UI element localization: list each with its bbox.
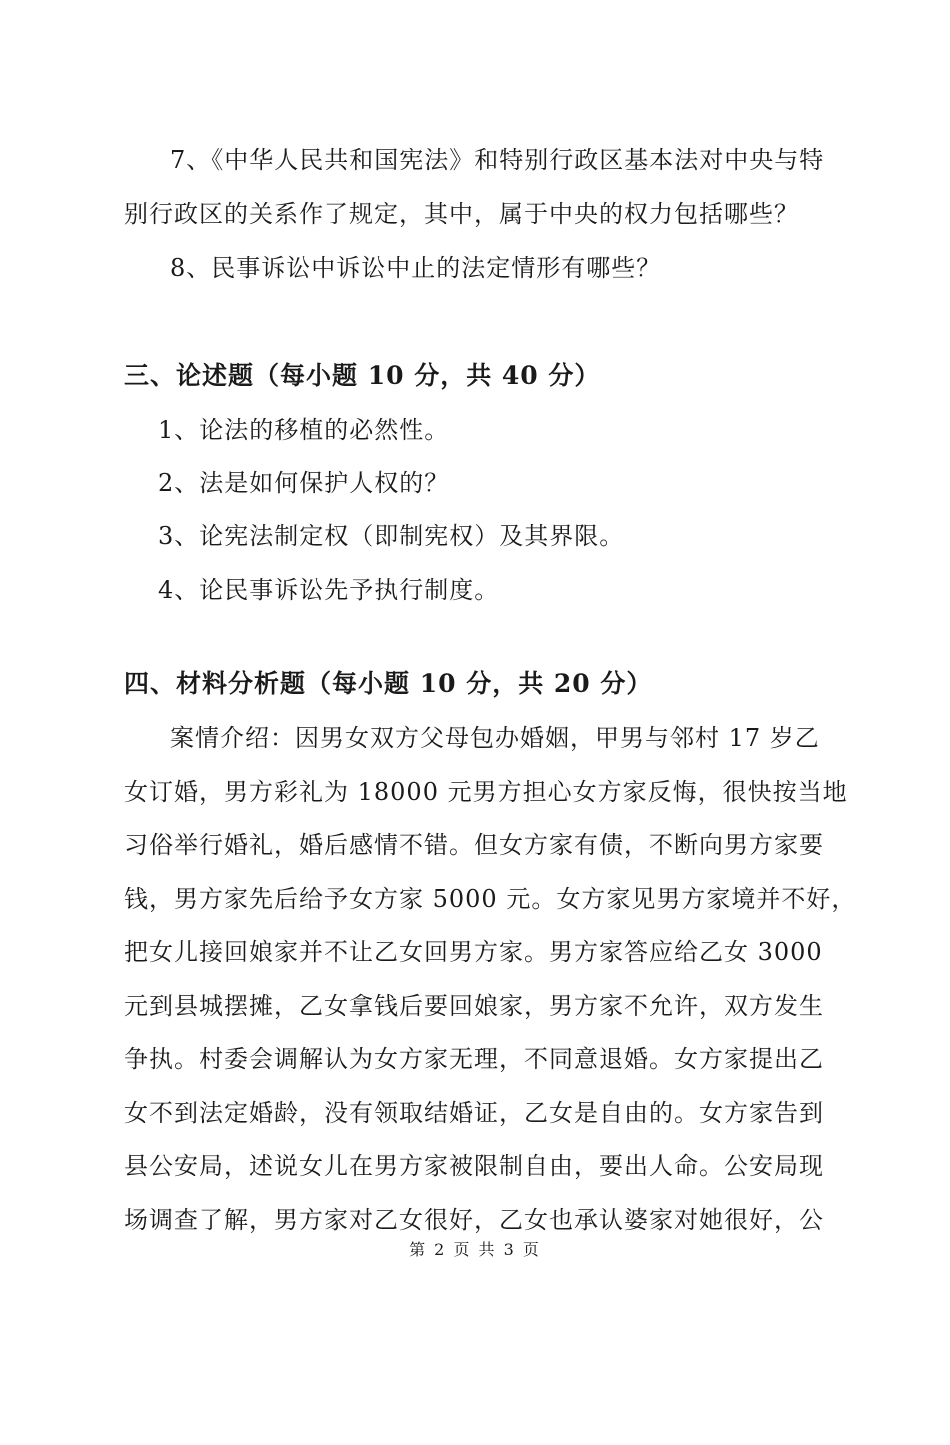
question-7-line-2: 别行政区的关系作了规定，其中，属于中央的权力包括哪些？ [124,200,799,228]
case-line-8: 女不到法定婚龄，没有领取结婚证，乙女是自由的。女方家告到 [124,1099,824,1127]
case-line-10: 场调查了解，男方家对乙女很好，乙女也承认婆家对她很好，公 [124,1206,824,1234]
page-number-footer: 第 2 页 共 3 页 [409,1240,541,1259]
essay-question-3: 3、论宪法制定权（即制宪权）及其界限。 [158,522,625,550]
case-line-6: 元到县城摆摊，乙女拿钱后要回娘家，男方家不允许，双方发生 [124,992,824,1020]
section-4-heading: 四、材料分析题（每小题 10 分，共 20 分） [124,669,653,698]
essay-question-4: 4、论民事诉讼先予执行制度。 [158,576,500,604]
case-line-3: 习俗举行婚礼，婚后感情不错。但女方家有债，不断向男方家要 [124,831,824,859]
question-8: 8、民事诉讼中诉讼中止的法定情形有哪些？ [170,254,662,282]
section-3-heading: 三、论述题（每小题 10 分，共 40 分） [124,361,601,390]
case-line-5: 把女儿接回娘家并不让乙女回男方家。男方家答应给乙女 3000 [124,938,823,966]
case-line-4: 钱，男方家先后给予女方家 5000 元。女方家见男方家境并不好， [124,885,857,913]
case-line-9: 县公安局，述说女儿在男方家被限制自由，要出人命。公安局现 [124,1152,824,1180]
case-line-7: 争执。村委会调解认为女方家无理，不同意退婚。女方家提出乙 [124,1045,824,1073]
essay-question-1: 1、论法的移植的必然性。 [158,416,450,444]
case-line-1: 案情介绍：因男女双方父母包办婚姻，甲男与邻村 17 岁乙 [170,724,820,752]
question-7-line-1: 7、《中华人民共和国宪法》和特别行政区基本法对中央与特 [170,146,825,174]
essay-question-2: 2、法是如何保护人权的？ [158,469,450,497]
case-line-2: 女订婚，男方彩礼为 18000 元男方担心女方家反悔，很快按当地 [124,778,848,806]
